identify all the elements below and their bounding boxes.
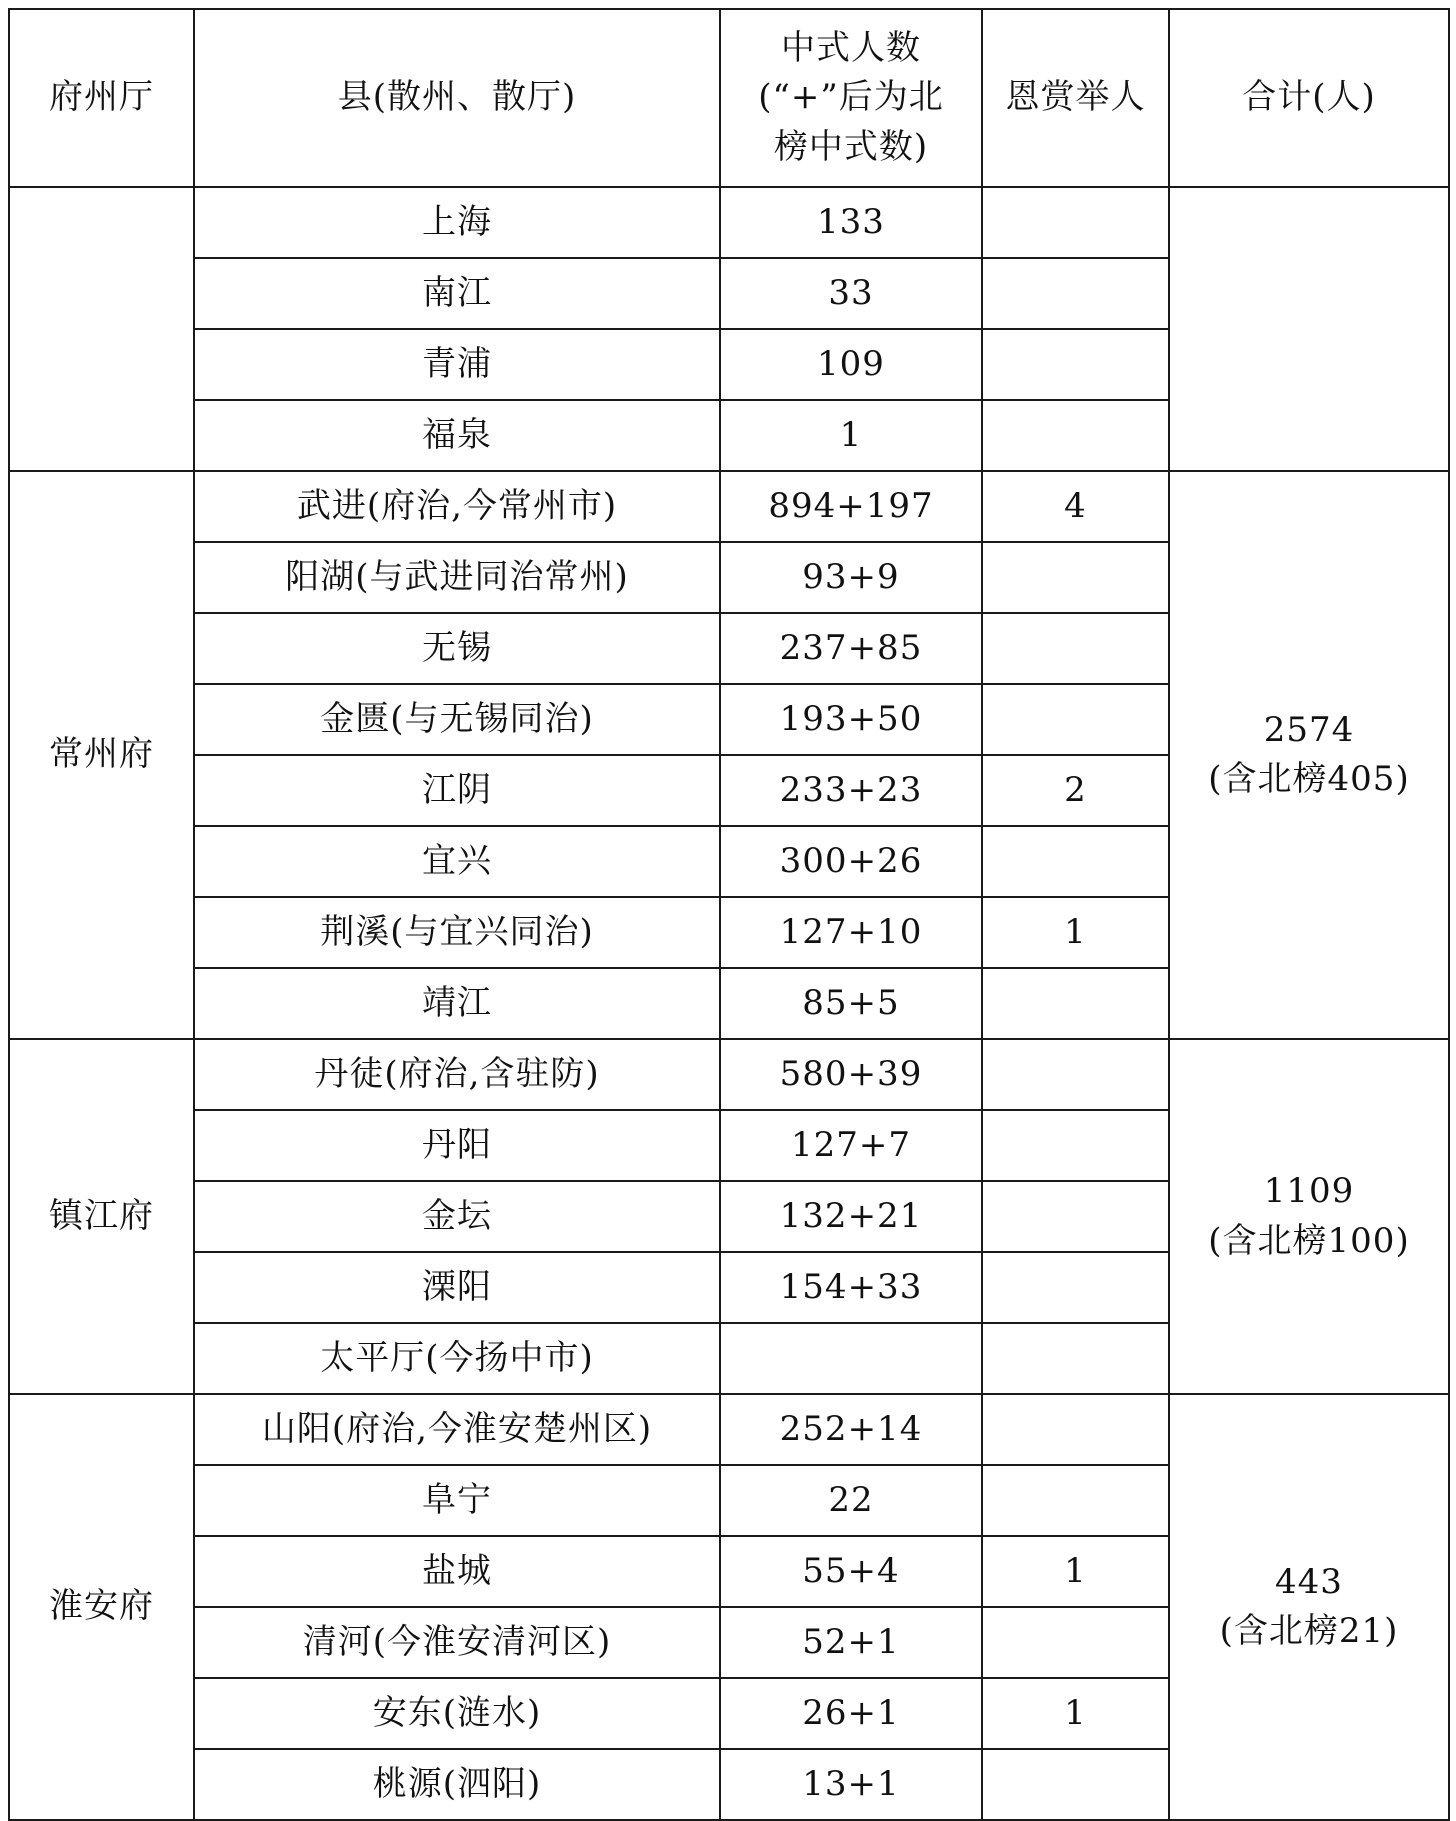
grace-count-cell: 2	[982, 755, 1169, 826]
header-county: 县(散州、散厅)	[194, 9, 720, 187]
total-cell	[1169, 1394, 1449, 1820]
passed-count-cell: 300+26	[720, 826, 982, 897]
header-passed-line2: (“+”后为北	[758, 77, 944, 118]
county-cell: 阜宁	[194, 1465, 720, 1536]
passed-count-cell: 93+9	[720, 542, 982, 613]
county-cell: 清河(今淮安清河区)	[194, 1607, 720, 1678]
grace-count-cell	[982, 400, 1169, 471]
prefecture-cell: 常州府	[9, 471, 194, 1039]
total-cell	[1169, 1039, 1449, 1394]
county-cell: 盐城	[194, 1536, 720, 1607]
passed-count-cell: 52+1	[720, 1607, 982, 1678]
passed-count-cell: 193+50	[720, 684, 982, 755]
grace-count-cell	[982, 1749, 1169, 1820]
county-cell: 安东(涟水)	[194, 1678, 720, 1749]
header-prefecture: 府州厅	[9, 9, 194, 187]
passed-count-cell: 127+7	[720, 1110, 982, 1181]
header-row	[9, 9, 1449, 187]
table-body	[9, 187, 1449, 1820]
table-row	[9, 187, 1449, 258]
total-cell	[1169, 471, 1449, 1039]
county-cell: 金坛	[194, 1181, 720, 1252]
total-note: (含北榜405)	[1208, 759, 1410, 799]
passed-count-cell: 154+33	[720, 1252, 982, 1323]
grace-count-cell	[982, 1323, 1169, 1394]
table-row	[9, 1039, 1449, 1110]
grace-count-cell: 1	[982, 1536, 1169, 1607]
passed-count-cell: 26+1	[720, 1678, 982, 1749]
passed-count-cell: 894+197	[720, 471, 982, 542]
total-value: 1109	[1263, 1171, 1355, 1212]
county-cell: 上海	[194, 187, 720, 258]
county-cell: 溧阳	[194, 1252, 720, 1323]
grace-count-cell	[982, 1394, 1169, 1465]
county-cell: 太平厅(今扬中市)	[194, 1323, 720, 1394]
county-cell: 金匮(与无锡同治)	[194, 684, 720, 755]
grace-count-cell	[982, 1039, 1169, 1110]
total-cell	[1169, 187, 1449, 471]
county-cell: 南江	[194, 258, 720, 329]
total-value: 443	[1275, 1561, 1343, 1602]
passed-count-cell: 85+5	[720, 968, 982, 1039]
county-cell: 丹阳	[194, 1110, 720, 1181]
county-cell: 江阴	[194, 755, 720, 826]
header-passed-line3: 榜中式数)	[773, 126, 929, 167]
juren-table	[8, 8, 1450, 1821]
header-total: 合计(人)	[1169, 9, 1449, 187]
passed-count-cell: 13+1	[720, 1749, 982, 1820]
county-cell: 荆溪(与宜兴同治)	[194, 897, 720, 968]
passed-count-cell	[720, 1323, 982, 1394]
county-cell: 青浦	[194, 329, 720, 400]
grace-count-cell	[982, 187, 1169, 258]
county-cell: 山阳(府治,今淮安楚州区)	[194, 1394, 720, 1465]
county-cell: 桃源(泗阳)	[194, 1749, 720, 1820]
grace-count-cell	[982, 1110, 1169, 1181]
county-cell: 阳湖(与武进同治常州)	[194, 542, 720, 613]
grace-count-cell	[982, 1607, 1169, 1678]
grace-count-cell: 4	[982, 471, 1169, 542]
passed-count-cell: 233+23	[720, 755, 982, 826]
grace-count-cell	[982, 684, 1169, 755]
county-cell: 丹徒(府治,含驻防)	[194, 1039, 720, 1110]
passed-count-cell: 580+39	[720, 1039, 982, 1110]
grace-count-cell	[982, 1181, 1169, 1252]
grace-count-cell	[982, 258, 1169, 329]
passed-count-cell: 127+10	[720, 897, 982, 968]
grace-count-cell	[982, 1252, 1169, 1323]
total-note: (含北榜21)	[1219, 1611, 1399, 1651]
header-passed	[720, 9, 982, 187]
passed-count-cell: 33	[720, 258, 982, 329]
grace-count-cell	[982, 826, 1169, 897]
passed-count-cell: 55+4	[720, 1536, 982, 1607]
grace-count-cell	[982, 329, 1169, 400]
county-cell: 福泉	[194, 400, 720, 471]
passed-count-cell: 22	[720, 1465, 982, 1536]
grace-count-cell	[982, 542, 1169, 613]
passed-count-cell: 109	[720, 329, 982, 400]
table-row	[9, 1394, 1449, 1465]
county-cell: 宜兴	[194, 826, 720, 897]
grace-count-cell	[982, 968, 1169, 1039]
header-passed-line1: 中式人数	[781, 28, 921, 69]
table-row	[9, 471, 1449, 542]
prefecture-cell: 淮安府	[9, 1394, 194, 1820]
county-cell: 武进(府治,今常州市)	[194, 471, 720, 542]
passed-count-cell: 237+85	[720, 613, 982, 684]
passed-count-cell: 133	[720, 187, 982, 258]
prefecture-cell	[9, 187, 194, 471]
total-value: 2574	[1263, 709, 1355, 750]
county-cell: 无锡	[194, 613, 720, 684]
header-grace: 恩赏举人	[982, 9, 1169, 187]
grace-count-cell	[982, 613, 1169, 684]
passed-count-cell: 132+21	[720, 1181, 982, 1252]
passed-count-cell: 1	[720, 400, 982, 471]
passed-count-cell: 252+14	[720, 1394, 982, 1465]
grace-count-cell	[982, 1465, 1169, 1536]
total-note: (含北榜100)	[1208, 1220, 1410, 1261]
table-header	[9, 9, 1449, 187]
grace-count-cell: 1	[982, 1678, 1169, 1749]
prefecture-cell: 镇江府	[9, 1039, 194, 1394]
county-cell: 靖江	[194, 968, 720, 1039]
grace-count-cell: 1	[982, 897, 1169, 968]
